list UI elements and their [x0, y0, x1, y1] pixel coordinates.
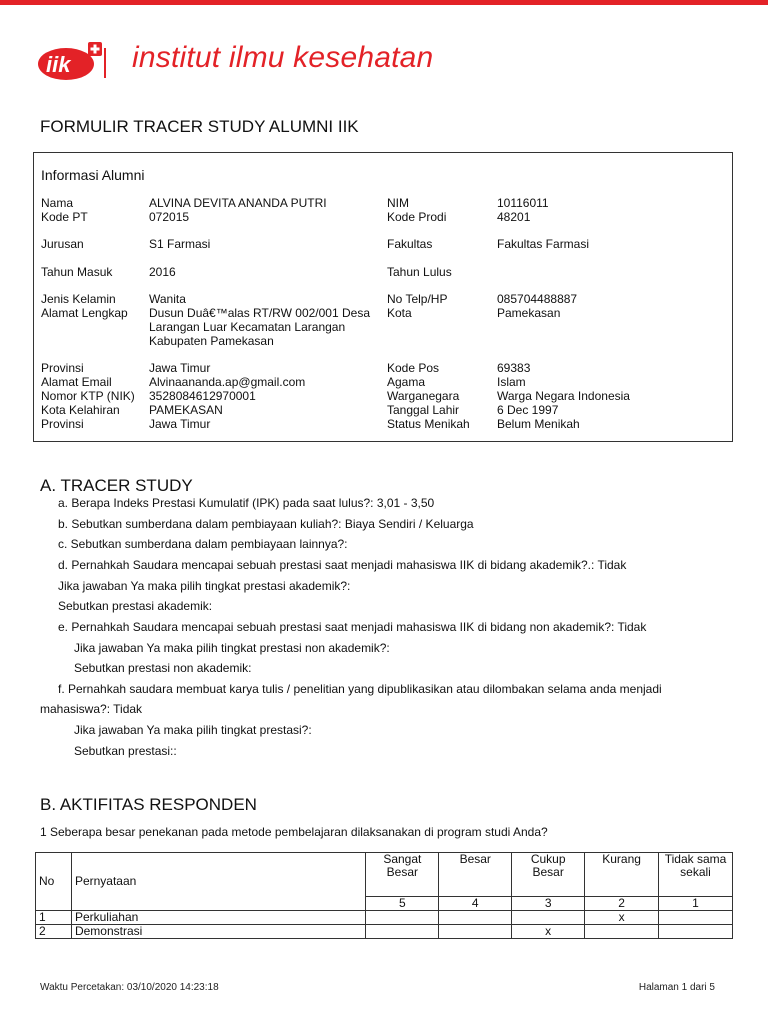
top-accent-bar [0, 0, 768, 5]
institution-name: institut ilmu kesehatan [132, 41, 434, 74]
question-f-line-2: mahasiswa?: Tidak [40, 702, 143, 716]
label-tahun-lulus: Tahun Lulus [387, 265, 452, 279]
table-row [36, 925, 733, 939]
label-kode-pos: Kode Pos [387, 361, 440, 375]
value-tahun-masuk: 2016 [149, 265, 176, 279]
row-mark [439, 925, 512, 939]
value-warganegara: Warga Negara Indonesia [497, 389, 630, 403]
scale-5: 5 [366, 897, 439, 911]
header-cukup-besar: Cukup Besar [512, 853, 585, 897]
label-nomor-ktp: Nomor KTP (NIK) [41, 389, 135, 403]
logo-divider [104, 48, 106, 78]
question-e-detail: Sebutkan prestasi non akademik: [74, 661, 252, 675]
scale-3: 3 [512, 897, 585, 911]
row-mark [439, 911, 512, 925]
value-kode-pos: 69383 [497, 361, 531, 375]
value-nim: 10116011 [497, 196, 549, 210]
row-mark [585, 925, 659, 939]
row-pernyataan: Demonstrasi [71, 925, 365, 939]
scale-1: 1 [659, 897, 733, 911]
label-fakultas: Fakultas [387, 237, 433, 251]
value-alamat-lengkap: Dusun Duâ€™alas RT/RW 002/001 Desa Larangan Luar Kecamatan Larangan Kabupaten Pamekasan [149, 306, 371, 348]
value-jurusan: S1 Farmasi [149, 237, 211, 251]
label-jurusan: Jurusan [41, 237, 84, 251]
scale-2: 2 [585, 897, 659, 911]
question-b: b. Sebutkan sumberdana dalam pembiayaan kuliah?: Biaya Sendiri / Keluarga [58, 517, 474, 531]
label-kota: Kota [387, 306, 412, 320]
header-besar: Besar [439, 853, 512, 897]
question-e-level: Jika jawaban Ya maka pilih tingkat prestasi non akademik?: [74, 641, 390, 655]
form-title: FORMULIR TRACER STUDY ALUMNI IIK [40, 117, 359, 136]
header-kurang: Kurang [585, 853, 659, 897]
value-provinsi: Jawa Timur [149, 361, 211, 375]
value-agama: Islam [497, 375, 526, 389]
label-jenis-kelamin: Jenis Kelamin [41, 292, 116, 306]
label-alamat-lengkap: Alamat Lengkap [41, 306, 128, 320]
value-alamat-email: Alvinaananda.ap@gmail.com [149, 375, 306, 389]
label-nama: Nama [41, 196, 74, 210]
row-pernyataan: Perkuliahan [71, 911, 365, 925]
question-d-detail: Sebutkan prestasi akademik: [58, 599, 213, 613]
value-kota-kelahiran: PAMEKASAN [149, 403, 223, 417]
header-no: No [36, 853, 72, 911]
footer-print-time: Waktu Percetakan: 03/10/2020 14:23:18 [40, 982, 219, 993]
row-mark [366, 911, 439, 925]
row-mark [512, 911, 585, 925]
label-no-telp: No Telp/HP [387, 292, 448, 306]
header-tidak-sama-sekali: Tidak sama sekali [659, 853, 733, 897]
question-c: c. Sebutkan sumberdana dalam pembiayaan lainnya?: [58, 537, 348, 551]
value-status-menikah: Belum Menikah [497, 417, 580, 431]
value-fakultas: Fakultas Farmasi [497, 237, 590, 251]
value-jenis-kelamin: Wanita [149, 292, 186, 306]
alumni-info-heading: Informasi Alumni [41, 167, 145, 183]
table-row [36, 911, 733, 925]
label-provinsi-2: Provinsi [41, 417, 84, 431]
question-e: e. Pernahkah Saudara mencapai sebuah prestasi saat menjadi mahasiswa IIK di bidang non akademik?: Tidak [58, 620, 647, 634]
question-d: d. Pernahkah Saudara mencapai sebuah prestasi saat menjadi mahasiswa IIK di bidang akademik?.: Tidak [58, 558, 627, 572]
row-mark [659, 911, 733, 925]
question-f-line-1: f. Pernahkah saudara membuat karya tulis / penelitian yang dipublikasikan atau dilombakan selama anda menjadi [58, 682, 662, 696]
label-tahun-masuk: Tahun Masuk [41, 265, 113, 279]
table-header-row [36, 853, 733, 897]
value-kode-prodi: 48201 [497, 210, 531, 224]
label-kota-kelahiran: Kota Kelahiran [41, 403, 120, 417]
row-mark [659, 925, 733, 939]
label-warganegara: Warganegara [387, 389, 460, 403]
row-mark: x [585, 911, 659, 925]
row-mark: x [512, 925, 585, 939]
question-f-level: Jika jawaban Ya maka pilih tingkat prestasi?: [74, 723, 312, 737]
question-a: a. Berapa Indeks Prestasi Kumulatif (IPK) pada saat lulus?: 3,01 - 3,50 [58, 496, 435, 510]
value-tanggal-lahir: 6 Dec 1997 [497, 403, 559, 417]
row-no: 2 [36, 925, 72, 939]
section-tracer-study-title: A. TRACER STUDY [40, 476, 193, 495]
label-kode-prodi: Kode Prodi [387, 210, 447, 224]
header-pernyataan: Pernyataan [71, 853, 365, 911]
value-nama: ALVINA DEVITA ANANDA PUTRI [149, 196, 327, 210]
response-table [35, 852, 733, 939]
label-nim: NIM [387, 196, 409, 210]
value-kota: Pamekasan [497, 306, 561, 320]
alumni-info-box [33, 152, 733, 442]
section-aktifitas-title: B. AKTIFITAS RESPONDEN [40, 795, 257, 814]
value-no-telp: 085704488887 [497, 292, 578, 306]
value-kode-pt: 072015 [149, 210, 190, 224]
scale-4: 4 [439, 897, 512, 911]
header-sangat-besar: Sangat Besar [366, 853, 439, 897]
footer-page-number: Halaman 1 dari 5 [638, 982, 715, 993]
label-tanggal-lahir: Tanggal Lahir [387, 403, 460, 417]
row-no: 1 [36, 911, 72, 925]
label-alamat-email: Alamat Email [41, 375, 112, 389]
label-provinsi: Provinsi [41, 361, 84, 375]
value-provinsi-2: Jawa Timur [149, 417, 211, 431]
row-mark [366, 925, 439, 939]
value-nomor-ktp: 3528084612970001 [149, 389, 256, 403]
question-d-level: Jika jawaban Ya maka pilih tingkat prestasi akademik?: [58, 579, 351, 593]
label-status-menikah: Status Menikah [387, 417, 470, 431]
label-kode-pt: Kode PT [41, 210, 88, 224]
label-agama: Agama [387, 375, 426, 389]
logo-mark-text: iik [46, 52, 71, 77]
aktifitas-question-1: 1 Seberapa besar penekanan pada metode pembelajaran dilaksanakan di program studi Anda? [40, 825, 548, 839]
iik-logo-icon [36, 40, 106, 82]
question-f-detail: Sebutkan prestasi:: [74, 744, 177, 758]
